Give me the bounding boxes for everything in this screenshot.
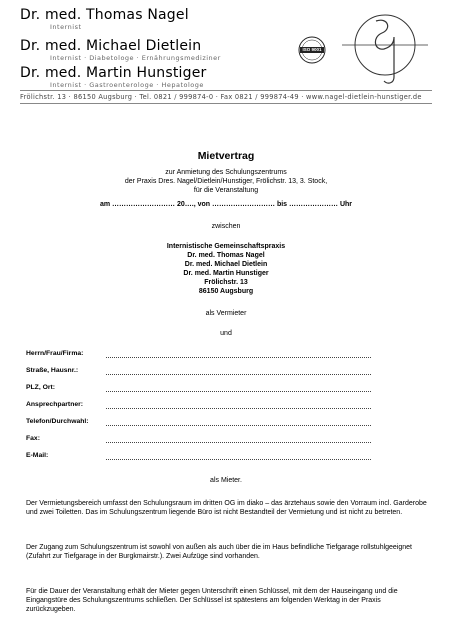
- tenant-field-contact[interactable]: [26, 401, 371, 411]
- doctor-specialty-hunstiger: Internist · Gastroenterologe · Hepatologe: [50, 81, 204, 89]
- field-fill-line[interactable]: [106, 408, 371, 409]
- tenant-field-name[interactable]: [26, 350, 371, 360]
- doctor-name-dietlein: Dr. med. Michael Dietlein: [20, 38, 202, 54]
- doctor-name-nagel: Dr. med. Thomas Nagel: [20, 7, 189, 23]
- iso-certification-badge: [298, 36, 326, 64]
- field-label: Herrn/Frau/Firma:: [26, 350, 84, 357]
- iso-badge-label: ISO 9001: [302, 47, 322, 52]
- paragraph-access: Der Zugang zum Schulungszentrum ist sowohl von außen als auch über die im Haus befindliche Tiefgarage rollstuhlgeeignet (Zufahrt zur Tiefgarage in der Burgkmairstr.). Zwei Aufzüge sind vorhanden.: [26, 544, 412, 560]
- landlord-line: Dr. med. Thomas Nagel: [187, 252, 265, 259]
- intro-line: für die Veranstaltung: [193, 187, 259, 194]
- field-label: Straße, Hausnr.:: [26, 367, 79, 374]
- field-fill-line[interactable]: [106, 459, 371, 460]
- intro-line: der Praxis Dres. Nagel/Dietlein/Hunstiger, Frölichstr. 13, 3. Stock,: [124, 178, 328, 185]
- doctor-name-hunstiger: Dr. med. Martin Hunstiger: [20, 65, 207, 81]
- field-fill-line[interactable]: [106, 425, 371, 426]
- landlord-line: Dr. med. Martin Hunstiger: [183, 270, 269, 277]
- header-rule-bottom: [20, 103, 432, 104]
- tenant-field-city[interactable]: [26, 384, 371, 394]
- intro-line: zur Anmietung des Schulungszentrums: [165, 169, 287, 176]
- as-landlord-label: als Vermieter: [205, 310, 247, 317]
- landlord-line: Frölichstr. 13: [204, 279, 248, 286]
- header-rule-top: [20, 90, 432, 91]
- paragraph-rental-area: Der Vermietungsbereich umfasst den Schulungsraum im dritten OG im diako – das ärztehaus sowie den Vorraum incl. Garderobe und zwei Toiletten. Das im Schulungszentrum liegende Büro ist nicht Bestandteil der Vermietung und ist nicht zu betreten.: [26, 500, 427, 516]
- landlord-line: Internistische Gemeinschaftspraxis: [166, 243, 286, 250]
- field-fill-line[interactable]: [106, 374, 371, 375]
- event-date-line: am ……………………… 20…., von ……………………… bis ………………… Uhr: [99, 201, 353, 208]
- doctor-specialty-nagel: Internist: [50, 23, 82, 31]
- as-tenant-label: als Mieter.: [210, 477, 242, 484]
- practice-logo: [336, 7, 431, 87]
- paragraph-key: Für die Dauer der Veranstaltung erhält der Mieter gegen Unterschrift einen Schlüssel, mit dem der Hauseingang und die Eingangstüre des Schulungszentrums schließen. Der Schlüssel ist spätestens am folgenden Werktag in der Praxis zurückzugeben.: [26, 588, 398, 613]
- document-title: Mietvertrag: [197, 150, 255, 162]
- landlord-line: 86150 Augsburg: [198, 288, 254, 295]
- between-label: zwischen: [211, 223, 241, 230]
- tenant-field-email[interactable]: [26, 452, 371, 462]
- field-label: E-Mail:: [26, 452, 49, 459]
- field-fill-line[interactable]: [106, 442, 371, 443]
- field-label: Fax:: [26, 435, 40, 442]
- tenant-field-street[interactable]: [26, 367, 371, 377]
- field-fill-line[interactable]: [106, 391, 371, 392]
- field-label: Telefon/Durchwahl:: [26, 418, 89, 425]
- doctor-specialty-dietlein: Internist · Diabetologe · Ernährungsmediziner: [50, 54, 221, 62]
- and-label: und: [220, 330, 232, 337]
- tenant-field-phone[interactable]: [26, 418, 371, 428]
- address-line: Frölichstr. 13 · 86150 Augsburg · Tel. 0821 / 999874-0 · Fax 0821 / 999874-49 · www.nagel-dietlein-hunstiger.de: [20, 93, 422, 101]
- field-label: PLZ, Ort:: [26, 384, 56, 391]
- tenant-field-fax[interactable]: [26, 435, 371, 445]
- field-fill-line[interactable]: [106, 357, 371, 358]
- field-label: Ansprechpartner:: [26, 401, 84, 408]
- landlord-line: Dr. med. Michael Dietlein: [184, 261, 268, 268]
